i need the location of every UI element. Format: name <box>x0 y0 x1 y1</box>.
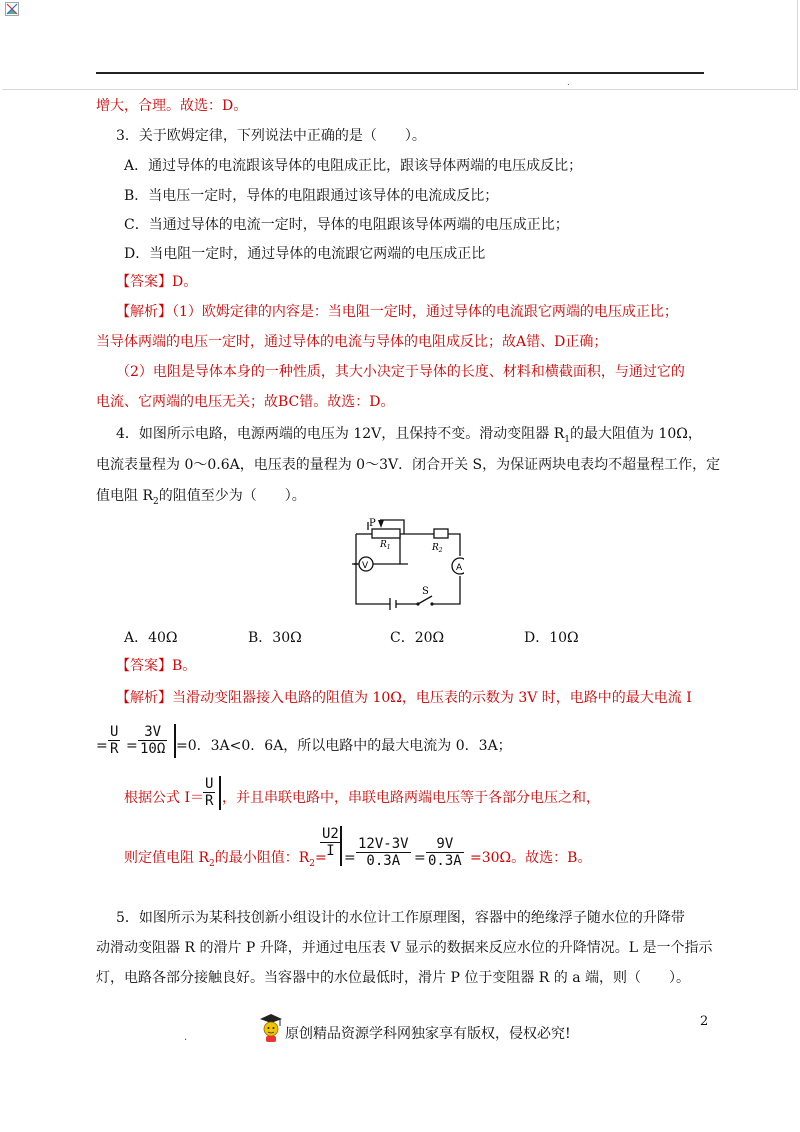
r1-subscript: 1 <box>564 434 571 445</box>
scholar-mascot-icon <box>258 1013 284 1043</box>
q4-explanation-1: 【解析】当滑动变阻器接入电路的阻值为 10Ω，电压表的示数为 3V 时，电路中的最大电流 I <box>116 690 692 706</box>
equals-sign-4: = <box>344 850 356 866</box>
q4-option-c: C．20Ω <box>390 630 445 646</box>
q4-line-3-text-b: 的阻值至少为（ ）。 <box>158 488 306 504</box>
q4-option-a: A．40Ω <box>124 630 178 646</box>
question-4-line-3 <box>96 486 306 512</box>
fraction-u2-over-i: $\frac{U2}{I}$ <box>322 826 339 859</box>
q4-explanation-3 <box>124 788 204 808</box>
q3-option-b: B．当电压一定时，导体的电阻跟通过该导体的电流成反比； <box>124 188 499 204</box>
prev-conclusion: 增大，合理。故选：D。 <box>96 98 248 114</box>
equals-sign-5: = <box>414 850 426 866</box>
label-a: A <box>456 563 463 573</box>
page-header <box>2 0 798 90</box>
footer-dot: . <box>184 1032 188 1043</box>
q4-explanation-4-c: =30Ω。故选：B。 <box>470 850 592 866</box>
fraction-3v-over-10ohm: $\frac{3V}{10\Omega}$ <box>140 724 166 757</box>
fraction-u-over-r-2: $\frac{U}{R}$ <box>205 776 214 809</box>
q3-explanation-4: 电流、它两端的电压无关；故BC错。故选：D。 <box>96 394 395 410</box>
label-s: S <box>422 586 429 597</box>
question-5-line-2: 动滑动变阻器 R 的滑片 P 升降，并通过电压表 V 显示的数据来反应水位的升降情况。L 是一个指示 <box>96 940 713 956</box>
q4-line-3-text: 值电阻 R <box>96 488 153 504</box>
fraction-12v-minus-3v: $\frac{12V-3V}{0.3A}$ <box>358 836 409 869</box>
label-r2: $R_2$ <box>432 543 443 554</box>
r2-subscript: 2 <box>153 496 159 507</box>
copyright-footer: 原创精品资源学科网独家享有版权，侵权必究! <box>285 1026 571 1042</box>
q3-explanation-1: 【解析】（1）欧姆定律的内容是：当电阻一定时，通过导体的电流跟它两端的电压成正比； <box>116 304 678 320</box>
q3-option-a: A．通过导体的电流跟该导体的电阻成正比，跟该导体两端的电压成反比； <box>124 158 583 174</box>
q4-explanation-3-a: 根据公式 I＝ <box>124 790 204 806</box>
header-dot: . <box>567 78 570 88</box>
fraction-u-over-r: $\frac{U}{R}$ <box>110 724 119 757</box>
broken-image-icon <box>5 2 19 16</box>
q3-explanation-2: 当导体两端的电压一定时，通过导体的电流与导体的电阻成反比；故A错、D正确； <box>96 334 608 350</box>
label-p: P <box>369 518 376 529</box>
q4-explanation-4-b: 的最小阻值：R <box>214 850 310 866</box>
question-5-line-1: 5．如图所示为某科技创新小组设计的水位计工作原理图，容器中的绝缘浮子随水位的升降带 <box>116 910 685 926</box>
header-rule <box>96 72 704 74</box>
question-3: 3．关于欧姆定律，下列说法中正确的是（ ）。 <box>116 128 426 144</box>
q4-explanation-3-b: ，并且串联电路中，串联电路两端电压等于各部分电压之和， <box>222 790 600 806</box>
label-r1: $R_1$ <box>380 540 391 551</box>
fraction-9v-over-0.3a: $\frac{9V}{0.3A}$ <box>428 836 462 869</box>
equals-sign-1: = <box>96 738 108 754</box>
q3-answer: 【答案】D。 <box>116 274 198 290</box>
label-v: V <box>362 561 369 571</box>
q4-answer: 【答案】B。 <box>116 658 197 674</box>
page-number: 2 <box>700 1014 709 1029</box>
question-5-line-3: 灯，电路各部分接触良好。当容器中的水位最低时，滑片 P 位于变阻器 R 的 a 端，则（ ）。 <box>96 970 691 986</box>
equals-sign-2: = <box>126 738 138 754</box>
question-4-line-2: 电流表量程为 0～0.6A，电压表的量程为 0～3V．闭合开关 S，为保证两块电表均不超量程工作，定 <box>96 457 721 473</box>
circuit-diagram <box>352 516 464 610</box>
q4-line-1-text: 4．如图所示电路，电源两端的电压为 12V，且保持不变。滑动变阻器 R <box>116 426 565 442</box>
q4-option-b: B．30Ω <box>248 630 302 646</box>
r2-sub-a: 2 <box>209 858 215 869</box>
q3-explanation-3: （2）电阻是导体本身的一种性质，其大小决定于导体的长度、材料和横截面积，与通过它的 <box>116 364 685 380</box>
q4-explanation-4-a: 则定值电阻 R <box>124 850 209 866</box>
equals-sign-3: = <box>315 850 327 866</box>
q4-line-1-text-b: 的最大阻值为 10Ω， <box>570 426 702 442</box>
q4-explanation-4 <box>124 848 327 874</box>
q3-option-c: C．当通过导体的电流一定时，导体的电阻跟该导体两端的电压成正比； <box>124 217 569 233</box>
q3-option-d: D．当电阻一定时，通过导体的电流跟它两端的电压成正比 <box>124 246 486 262</box>
fraction-end-bar-2 <box>219 776 221 810</box>
q4-explanation-2: =0．3A<0．6A，所以电路中的最大电流为 0．3A； <box>176 738 512 754</box>
q4-option-d: D．10Ω <box>524 630 579 646</box>
question-4-line-1 <box>116 424 702 450</box>
r2-sub-b: 2 <box>309 858 316 869</box>
fraction-end-bar-3 <box>340 826 342 866</box>
